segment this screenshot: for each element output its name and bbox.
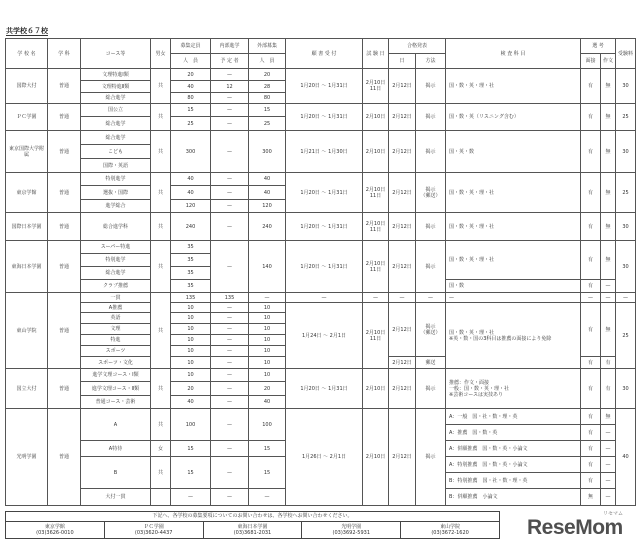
internal-cell: — xyxy=(211,117,249,131)
capacity-cell: 300 xyxy=(171,131,211,173)
course-cell: 総合進学 xyxy=(81,131,151,145)
dept-cell: 普通 xyxy=(48,213,81,241)
dept-cell: 普通 xyxy=(48,173,81,213)
result-date-cell: 2月12日 xyxy=(389,409,416,506)
contact-phone: (03)3692-5931 xyxy=(332,530,371,536)
header-internal: 内部進学 xyxy=(211,39,249,54)
external-cell: 28 xyxy=(249,81,286,93)
capacity-cell: 20 xyxy=(171,382,211,396)
course-cell: 特別進学 xyxy=(81,254,151,267)
capacity-cell: 15 xyxy=(171,457,211,489)
table-row xyxy=(6,293,636,303)
subjects-cell: 国・数 xyxy=(446,280,581,293)
course-cell: 進学文理コース・Ⅱ類 xyxy=(81,382,151,396)
internal-cell: 135 xyxy=(211,293,249,303)
course-cell: A xyxy=(81,409,151,441)
dept-cell: 普通 xyxy=(48,69,81,104)
capacity-cell: 25 xyxy=(171,117,211,131)
contact-box xyxy=(5,511,500,539)
essay-cell: 無 xyxy=(601,104,616,131)
header-exam-date: 試 験 日 xyxy=(363,39,389,69)
exam-date-cell: 2月10日 xyxy=(363,131,389,173)
internal-cell: — xyxy=(211,69,249,81)
course-cell: クラブ推薦 xyxy=(81,280,151,293)
gender-cell: 共 xyxy=(151,173,171,213)
interview-cell: 有 xyxy=(581,280,601,293)
table-row xyxy=(6,173,636,186)
gender-cell: 共 xyxy=(151,131,171,173)
table-row xyxy=(6,409,636,425)
contact-phone: (03)3681-2031 xyxy=(233,530,272,536)
name-cell: ＰＣ学園 xyxy=(6,104,48,131)
external-cell: — xyxy=(249,489,286,506)
external-cell: 15 xyxy=(249,441,286,457)
course-cell: A特待 xyxy=(81,441,151,457)
course-cell: 進学文理コース・Ⅰ類 xyxy=(81,369,151,382)
interview-cell: 有 xyxy=(581,409,601,425)
subjects-cell: B：併願推薦 小論文 xyxy=(446,489,581,506)
capacity-cell: 40 xyxy=(171,173,211,186)
internal-cell: — xyxy=(211,173,249,186)
internal-cell: — xyxy=(211,409,249,441)
external-cell: 20 xyxy=(249,69,286,81)
admissions-table xyxy=(5,38,636,506)
capacity-cell: 35 xyxy=(171,241,211,254)
result-method-cell: 掲示 xyxy=(416,104,446,131)
contact-name: 光明学園 xyxy=(341,524,362,530)
table-body xyxy=(6,69,636,506)
external-cell: 40 xyxy=(249,186,286,200)
subjects-cell: 国・数・英・理・社 ※英・数・国の3科目は推薦の面接により免除 xyxy=(446,303,581,369)
header-course: コース等 xyxy=(81,39,151,69)
header-result-method: 方法 xyxy=(416,54,446,69)
table-row xyxy=(6,241,636,254)
internal-cell: — xyxy=(211,93,249,104)
essay-cell: — xyxy=(601,457,616,473)
dept-cell: 普通 xyxy=(48,241,81,293)
contact-name: 東京学館 xyxy=(44,524,65,530)
exam-date-cell: — xyxy=(363,293,389,303)
interview-cell: 有 xyxy=(581,369,601,409)
name-cell: 東京国際大学附属 xyxy=(6,131,48,173)
external-cell: 10 xyxy=(249,346,286,357)
contact-item xyxy=(204,522,303,539)
subjects-cell: A：特別推薦 国・数・英・小論文 xyxy=(446,457,581,473)
subjects-cell: 国・英・数 xyxy=(446,131,581,173)
exam-date-cell: 2月10日 11日 xyxy=(363,173,389,213)
external-cell: 10 xyxy=(249,369,286,382)
course-cell: 一貫 xyxy=(81,293,151,303)
capacity-cell: — xyxy=(171,489,211,506)
result-date-cell: 2月12日 xyxy=(389,173,416,213)
capacity-cell: 10 xyxy=(171,335,211,346)
subjects-cell: 国・数・英（リスニング含む） xyxy=(446,104,581,131)
subjects-cell: 国・数・英・理・社 xyxy=(446,173,581,213)
internal-cell: — xyxy=(211,131,249,173)
header-fee: 受験料 xyxy=(616,39,636,69)
course-cell: 総合進学科 xyxy=(81,213,151,241)
course-cell: 特進 xyxy=(81,335,151,346)
result-date-cell: 2月12日 xyxy=(389,131,416,173)
interview-cell: 有 xyxy=(581,441,601,457)
internal-cell: — xyxy=(211,313,249,324)
result-method-cell: 掲示 （郵送） xyxy=(416,303,446,357)
fee-cell: — xyxy=(616,293,636,303)
dept-cell: 普通 xyxy=(48,409,81,506)
contact-list xyxy=(6,522,499,539)
internal-cell: — xyxy=(211,441,249,457)
contact-phone: (03)3672-1620 xyxy=(431,530,469,536)
interview-cell: 有 xyxy=(581,241,601,280)
essay-cell: — xyxy=(601,280,616,293)
name-cell: 東山学院 xyxy=(6,293,48,369)
header-selection: 選 考 xyxy=(581,39,616,54)
internal-cell: — xyxy=(211,303,249,313)
exam-date-cell: 2月10日 11日 xyxy=(363,241,389,293)
course-cell: スポーツ xyxy=(81,346,151,357)
course-cell: 大付一貫 xyxy=(81,489,151,506)
essay-cell: 有 xyxy=(601,357,616,369)
external-cell: — xyxy=(249,293,286,303)
external-cell: 10 xyxy=(249,335,286,346)
subjects-cell: 国・数・英・理・社 xyxy=(446,69,581,104)
header-external-unit: 人 員 xyxy=(249,54,286,69)
course-cell: こども xyxy=(81,145,151,159)
capacity-cell: 100 xyxy=(171,409,211,441)
interview-cell: 有 xyxy=(581,69,601,104)
external-cell: 15 xyxy=(249,104,286,117)
gender-cell: 共 xyxy=(151,409,171,441)
interview-cell: 有 xyxy=(581,104,601,131)
interview-cell: 無 xyxy=(581,489,601,506)
internal-cell: — xyxy=(211,369,249,382)
external-cell: 10 xyxy=(249,303,286,313)
application-cell: — xyxy=(286,293,363,303)
external-cell: 80 xyxy=(249,93,286,104)
fee-cell: 30 xyxy=(616,69,636,104)
essay-cell: 無 xyxy=(601,409,616,425)
internal-cell: — xyxy=(211,396,249,409)
result-date-cell: 2月12日 xyxy=(389,104,416,131)
essay-cell: 無 xyxy=(601,241,616,280)
capacity-cell: 40 xyxy=(171,396,211,409)
fee-cell: 30 xyxy=(616,213,636,241)
essay-cell: 無 xyxy=(601,173,616,213)
course-cell: 進学総合 xyxy=(81,200,151,213)
capacity-cell: 35 xyxy=(171,280,211,293)
application-cell: 1月24日 ～ 2月1日 xyxy=(286,303,363,369)
application-cell: 1月20日 ～ 1月31日 xyxy=(286,69,363,104)
table-row xyxy=(6,131,636,145)
exam-date-cell: 2月10日 11日 xyxy=(363,69,389,104)
interview-cell: 有 xyxy=(581,213,601,241)
gender-cell: 共 xyxy=(151,293,171,369)
header-school-name: 学 校 名 xyxy=(6,39,48,69)
essay-cell: — xyxy=(601,425,616,441)
course-cell: 英語 xyxy=(81,313,151,324)
capacity-cell: 10 xyxy=(171,324,211,335)
external-cell: 120 xyxy=(249,200,286,213)
interview-cell: 有 xyxy=(581,131,601,173)
subjects-cell: A：併願推薦 国・数・英・小論文 xyxy=(446,441,581,457)
course-cell: 国際・英語 xyxy=(81,159,151,173)
gender-cell: 共 xyxy=(151,457,171,489)
subjects-cell: 推薦：作文・面接 一般：国・数・英・理・社 ※芸術コースは実技あり xyxy=(446,369,581,409)
contact-item xyxy=(401,522,499,539)
header-dept: 学 科 xyxy=(48,39,81,69)
subjects-cell: — xyxy=(446,293,581,303)
internal-cell: — xyxy=(211,457,249,489)
result-date-cell: 2月12日 xyxy=(389,213,416,241)
course-cell: スーパー特進 xyxy=(81,241,151,254)
capacity-cell: 10 xyxy=(171,346,211,357)
external-cell: 40 xyxy=(249,173,286,186)
subjects-cell: A：推薦 国・数・英 xyxy=(446,425,581,441)
external-cell: 40 xyxy=(249,396,286,409)
interview-cell: 有 xyxy=(581,173,601,213)
name-cell: 東京学館 xyxy=(6,173,48,213)
table-row xyxy=(6,104,636,117)
internal-cell: — xyxy=(211,104,249,117)
dept-cell: 普通 xyxy=(48,293,81,369)
external-cell: 20 xyxy=(249,382,286,396)
capacity-cell: 10 xyxy=(171,313,211,324)
essay-cell: — xyxy=(601,489,616,506)
course-cell: 総合進学 xyxy=(81,117,151,131)
capacity-cell: 35 xyxy=(171,267,211,280)
essay-cell: — xyxy=(601,473,616,489)
course-cell: 普通コース・芸術 xyxy=(81,396,151,409)
header-capacity: 募集定員 xyxy=(171,39,211,54)
gender-cell: 共 xyxy=(151,69,171,104)
capacity-cell: 120 xyxy=(171,200,211,213)
capacity-cell: 35 xyxy=(171,254,211,267)
external-cell: 100 xyxy=(249,409,286,441)
internal-cell: — xyxy=(211,200,249,213)
contact-name: 東山学院 xyxy=(440,524,461,530)
fee-cell: 25 xyxy=(616,173,636,213)
name-cell: 国際日本学園 xyxy=(6,213,48,241)
result-method-cell: 掲示 xyxy=(416,69,446,104)
gender-cell: 共 xyxy=(151,213,171,241)
capacity-cell: 20 xyxy=(171,69,211,81)
table-row xyxy=(6,213,636,241)
subjects-cell: 国・数・英・理・社 xyxy=(446,241,581,280)
internal-cell: — xyxy=(211,324,249,335)
course-cell: A推薦 xyxy=(81,303,151,313)
capacity-cell: 80 xyxy=(171,93,211,104)
course-cell: 総合進学 xyxy=(81,267,151,280)
internal-cell: — xyxy=(211,489,249,506)
interview-cell: 有 xyxy=(581,357,601,369)
external-cell: 240 xyxy=(249,213,286,241)
name-cell: 国立大付 xyxy=(6,369,48,409)
contact-item xyxy=(6,522,105,539)
course-cell: 文理特進Ⅱ類 xyxy=(81,81,151,93)
essay-cell: 無 xyxy=(601,213,616,241)
course-cell: 文理 xyxy=(81,324,151,335)
header-capacity-unit: 人 員 xyxy=(171,54,211,69)
course-cell: 特別進学 xyxy=(81,173,151,186)
result-date-cell: — xyxy=(389,293,416,303)
contact-note: 下記へ、各学校の募集要項についてのお問い合わせは、各学校へお問い合わせください。 xyxy=(6,512,499,522)
table-row xyxy=(6,303,636,313)
exam-date-cell: 2月10日 11日 xyxy=(363,303,389,369)
name-cell: 東海日本学園 xyxy=(6,241,48,293)
course-cell: スポーツ・文化 xyxy=(81,357,151,369)
capacity-cell: 40 xyxy=(171,186,211,200)
essay-cell: 無 xyxy=(601,69,616,104)
essay-cell: 有 xyxy=(601,369,616,409)
table-header xyxy=(6,39,636,69)
application-cell: 1月20日 ～ 1月31日 xyxy=(286,173,363,213)
gender-cell: 共 xyxy=(151,241,171,293)
header-essay: 作文 xyxy=(601,54,616,69)
capacity-cell: 10 xyxy=(171,369,211,382)
contact-phone: (03)3626-0010 xyxy=(36,530,74,536)
essay-cell: — xyxy=(601,441,616,457)
exam-date-cell: 2月10日 11日 xyxy=(363,213,389,241)
result-method-cell: 掲示 xyxy=(416,369,446,409)
course-cell: B xyxy=(81,457,151,489)
contact-name: ＰＣ学園 xyxy=(143,524,164,530)
result-method-cell: 掲示 xyxy=(416,213,446,241)
essay-cell: 無 xyxy=(601,303,616,357)
application-cell: 1月21日 ～ 1月30日 xyxy=(286,131,363,173)
essay-cell: — xyxy=(601,293,616,303)
external-cell: 140 xyxy=(249,241,286,293)
header-result-date: 日 xyxy=(389,54,416,69)
fee-cell: 30 xyxy=(616,241,636,293)
internal-cell: — xyxy=(211,335,249,346)
course-cell: 国公立 xyxy=(81,104,151,117)
interview-cell: 有 xyxy=(581,457,601,473)
internal-cell: — xyxy=(211,186,249,200)
application-cell: 1月20日 ～ 1月31日 xyxy=(286,104,363,131)
internal-cell: — xyxy=(211,241,249,293)
capacity-cell: 135 xyxy=(171,293,211,303)
internal-cell: — xyxy=(211,213,249,241)
exam-date-cell: 2月10日 xyxy=(363,409,389,506)
header-result: 合格発表 xyxy=(389,39,446,54)
gender-cell xyxy=(151,489,171,506)
name-cell: 光明学園 xyxy=(6,409,48,506)
result-date-cell: 2月12日 xyxy=(389,69,416,104)
fee-cell: 30 xyxy=(616,131,636,173)
header-internal-unit: 予 定 者 xyxy=(211,54,249,69)
logo-text: ReseMom xyxy=(527,516,623,539)
header-external: 外部募集 xyxy=(249,39,286,54)
capacity-cell: 10 xyxy=(171,357,211,369)
external-cell: 10 xyxy=(249,324,286,335)
resemom-logo xyxy=(527,510,627,542)
fee-cell: 40 xyxy=(616,409,636,506)
result-date-cell: 2月12日 xyxy=(389,369,416,409)
gender-cell: 女 xyxy=(151,441,171,457)
interview-cell: 有 xyxy=(581,473,601,489)
table-row xyxy=(6,369,636,382)
external-cell: 10 xyxy=(249,313,286,324)
application-cell: 1月20日 ～ 1月31日 xyxy=(286,213,363,241)
internal-cell: — xyxy=(211,346,249,357)
result-method-cell: 掲示 xyxy=(416,131,446,173)
logo-kana: リセマム xyxy=(603,511,623,517)
gender-cell: 共 xyxy=(151,369,171,409)
fee-cell: 25 xyxy=(616,303,636,369)
dept-cell: 普通 xyxy=(48,131,81,173)
page-title: 共学校６７校 xyxy=(6,27,48,35)
essay-cell: 無 xyxy=(601,131,616,173)
table-row xyxy=(6,69,636,81)
internal-cell: 12 xyxy=(211,81,249,93)
capacity-cell: 10 xyxy=(171,303,211,313)
capacity-cell: 15 xyxy=(171,104,211,117)
course-cell: 文理特進Ⅰ類 xyxy=(81,69,151,81)
result-date-cell: 2月12日 xyxy=(389,241,416,293)
capacity-cell: 240 xyxy=(171,213,211,241)
result-method-cell: — xyxy=(416,293,446,303)
course-cell: 選抜・国際 xyxy=(81,186,151,200)
application-cell: 1月26日 ～ 2月1日 xyxy=(286,409,363,506)
header-subjects: 検 査 科 目 xyxy=(446,39,581,69)
dept-cell: 普通 xyxy=(48,104,81,131)
result-date-cell: 2月12日 xyxy=(389,303,416,357)
interview-cell: 有 xyxy=(581,303,601,357)
exam-date-cell: 2月10日 xyxy=(363,104,389,131)
internal-cell: — xyxy=(211,382,249,396)
application-cell: 1月20日 ～ 1月31日 xyxy=(286,241,363,293)
course-cell: 総合進学 xyxy=(81,93,151,104)
internal-cell: — xyxy=(211,357,249,369)
contact-phone: (03)3620-4437 xyxy=(134,530,173,536)
capacity-cell: 40 xyxy=(171,81,211,93)
header-gender: 男女 xyxy=(151,39,171,69)
subjects-cell: 国・数・英・理・社 xyxy=(446,213,581,241)
subjects-cell: A：一般 国・社・数・理・英 xyxy=(446,409,581,425)
fee-cell: 30 xyxy=(616,369,636,409)
contact-item xyxy=(302,522,401,539)
exam-date-cell: 2月10日 xyxy=(363,369,389,409)
result-method-cell: 掲示 xyxy=(416,241,446,293)
contact-item xyxy=(105,522,204,539)
interview-cell: — xyxy=(581,293,601,303)
application-cell: 1月20日 ～ 1月31日 xyxy=(286,369,363,409)
fee-cell: 25 xyxy=(616,104,636,131)
header-interview: 面接 xyxy=(581,54,601,69)
result-method-cell: 掲示 （郵送） xyxy=(416,173,446,213)
dept-cell: 普通 xyxy=(48,369,81,409)
result-date-cell: 2月12日 xyxy=(389,357,416,369)
external-cell: 15 xyxy=(249,457,286,489)
header-application: 願 書 受 付 xyxy=(286,39,363,69)
contact-name: 東海日本学園 xyxy=(237,524,268,530)
subjects-cell: B：特別推薦 国・社・数・理・英 xyxy=(446,473,581,489)
result-method-cell: 郵送 xyxy=(416,357,446,369)
gender-cell: 共 xyxy=(151,104,171,131)
name-cell: 国際大付 xyxy=(6,69,48,104)
result-method-cell: 掲示 xyxy=(416,409,446,506)
external-cell: 10 xyxy=(249,357,286,369)
interview-cell: 有 xyxy=(581,425,601,441)
external-cell: 300 xyxy=(249,131,286,173)
capacity-cell: 15 xyxy=(171,441,211,457)
external-cell: 25 xyxy=(249,117,286,131)
